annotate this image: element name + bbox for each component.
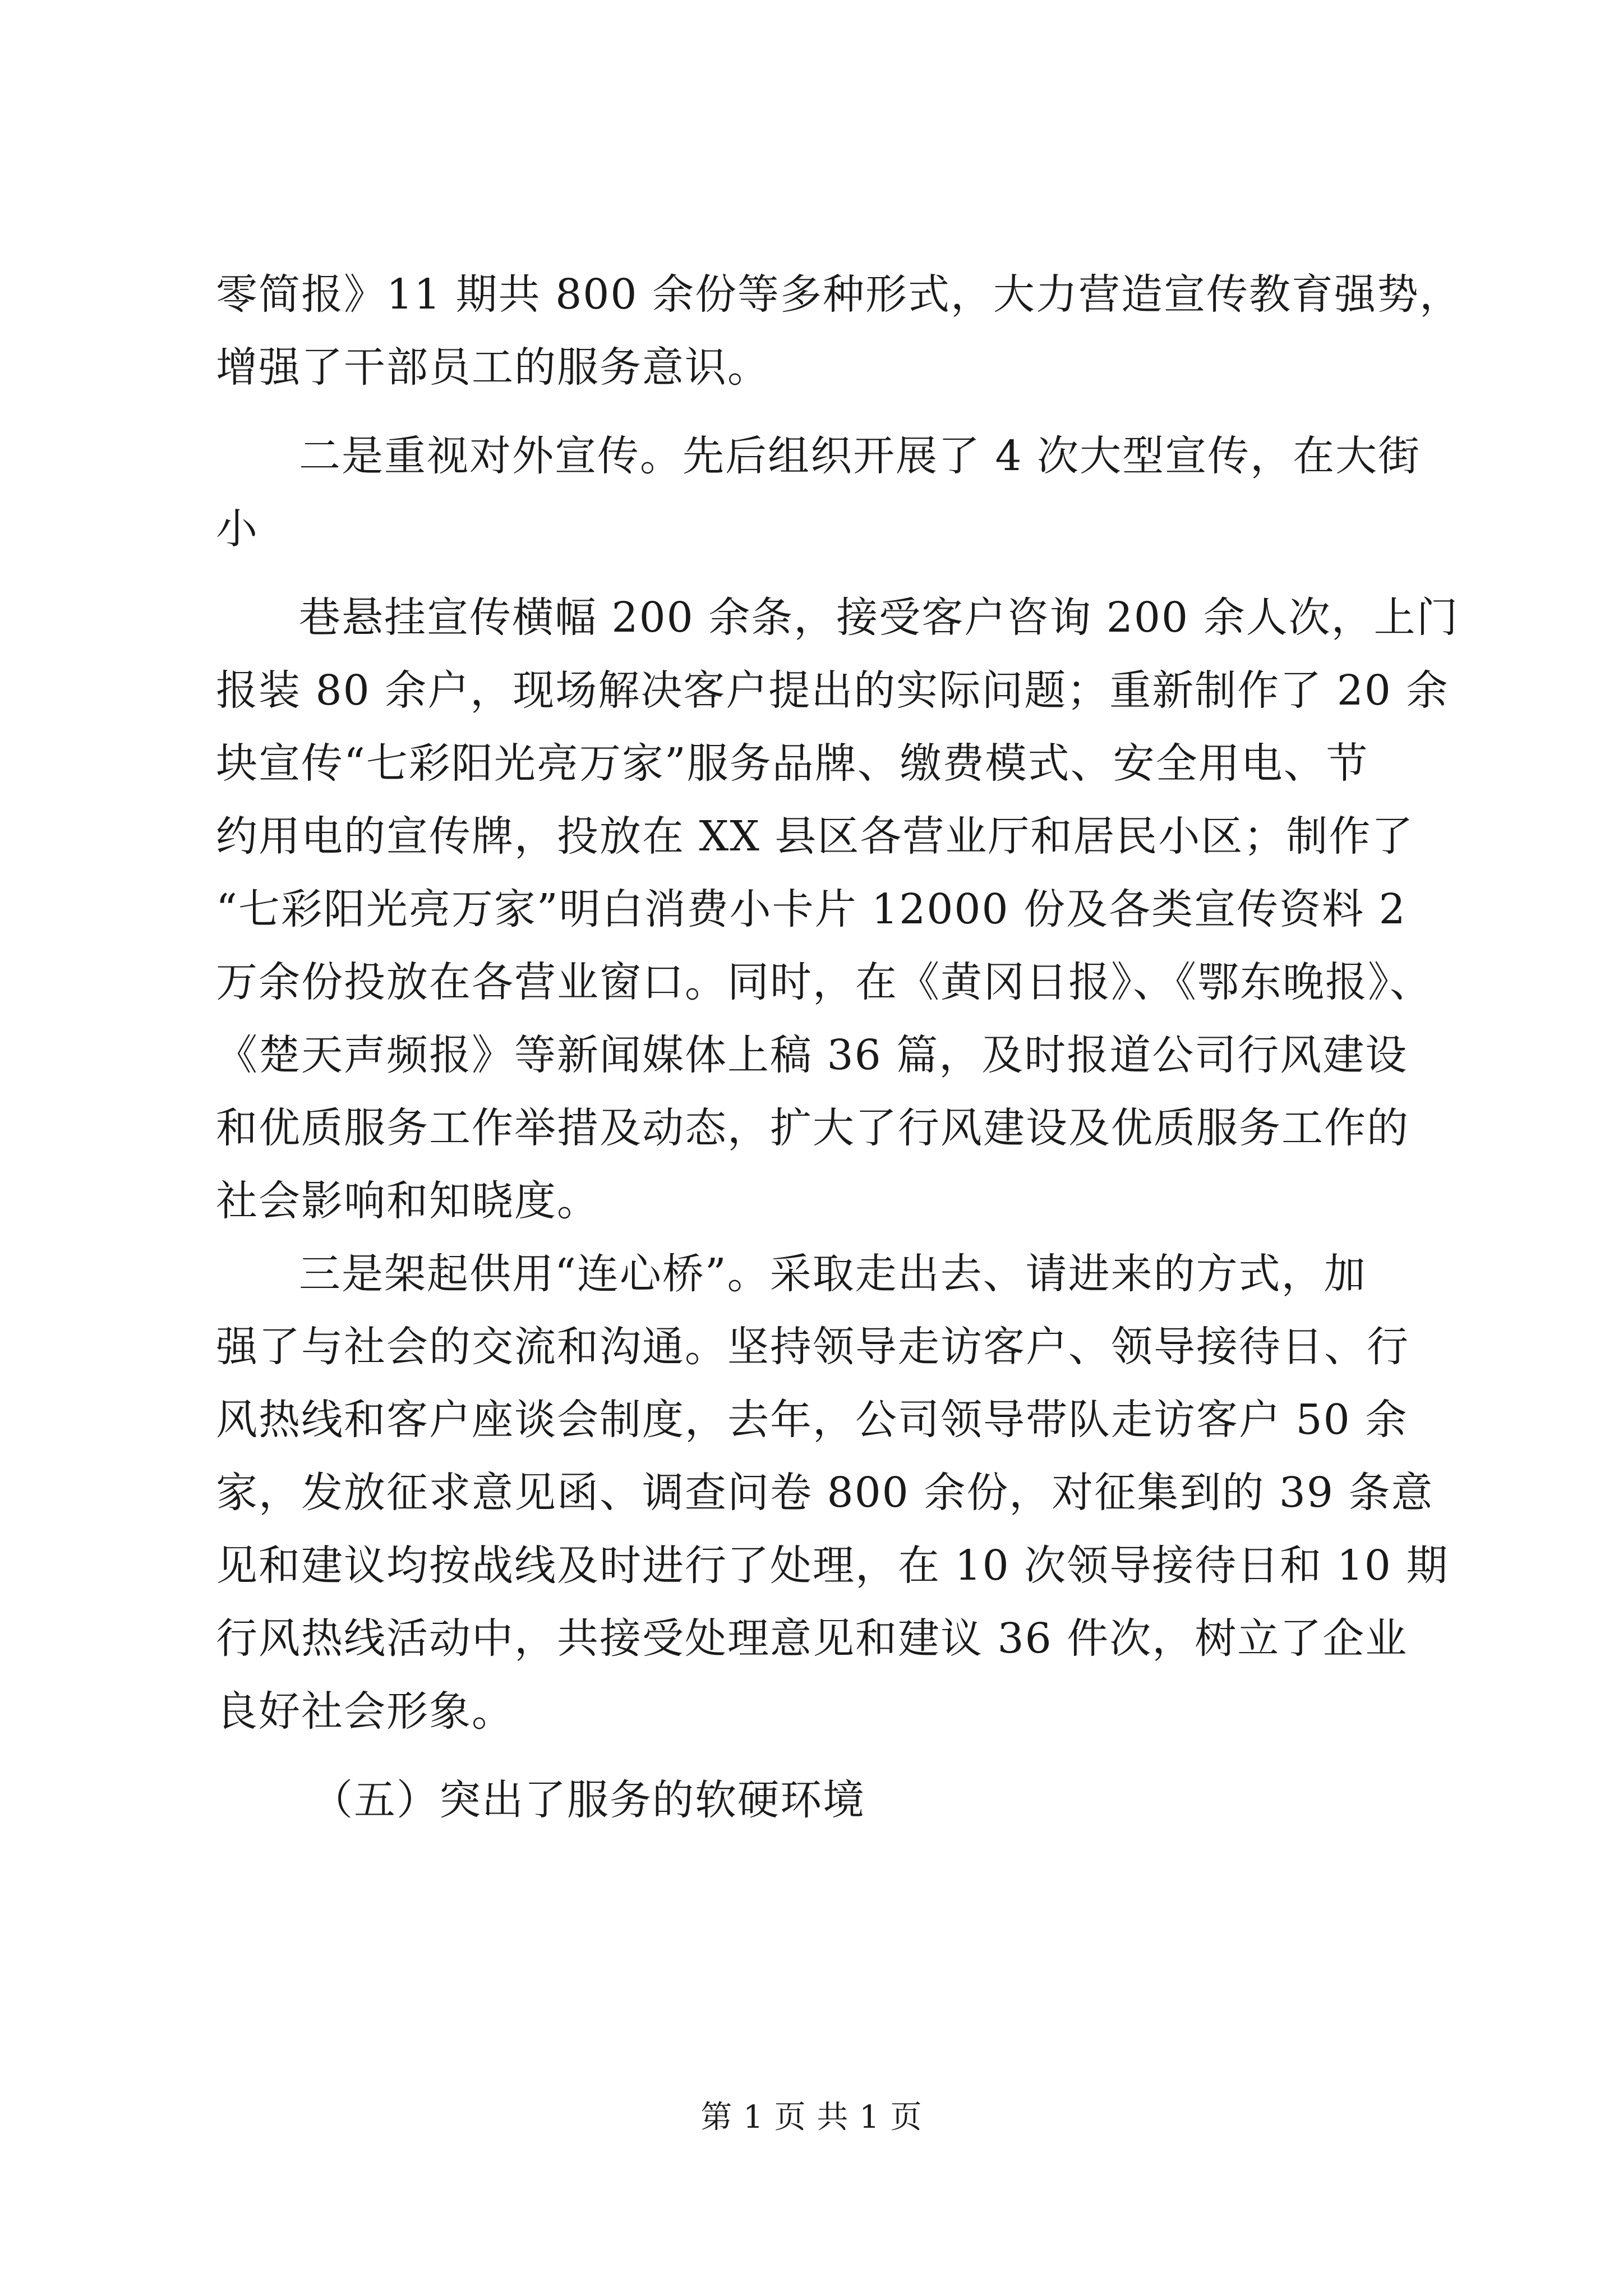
text-line: 零简报》11 期共 800 余份等多种形式，大力营造宣传教育强势， — [216, 270, 1462, 319]
text-line: 见和建议均按战线及时进行了处理，在 10 次领导接待日和 10 期 — [216, 1542, 1449, 1590]
text-line: 风热线和客户座谈会制度，去年，公司领导带队走访客户 50 余 — [216, 1396, 1408, 1444]
page-footer: 第 1 页 共 1 页 — [700, 2099, 923, 2136]
text-line: 家，发放征求意见函、调查问卷 800 余份，对征集到的 39 条意 — [216, 1469, 1434, 1517]
section-heading: （五）突出了服务的软硬环境 — [311, 1776, 865, 1824]
text-line: 约用电的宣传牌，投放在 XX 县区各营业厅和居民小区；制作了 — [216, 812, 1414, 861]
paragraph-start-line: 三是架起供用“连心桥”。采取走出去、请进来的方式，加 — [299, 1250, 1367, 1298]
paragraph-start-line: 巷悬挂宣传横幅 200 余条，接受客户咨询 200 余人次，上门 — [299, 593, 1459, 642]
text-line: 报装 80 余户，现场解决客户提出的实际问题；重新制作了 20 余 — [216, 666, 1449, 715]
text-line: 和优质服务工作举措及动态，扩大了行风建设及优质服务工作的 — [216, 1104, 1409, 1152]
text-line: 增强了干部员工的服务意识。 — [216, 343, 770, 392]
text-line: “七彩阳光亮万家”明白消费小卡片 12000 份及各类宣传资料 2 — [216, 885, 1407, 933]
text-line: 《楚天声频报》等新闻媒体上稿 36 篇，及时报道公司行风建设 — [216, 1031, 1408, 1079]
text-line: 强了与社会的交流和沟通。坚持领导走访客户、领导接待日、行 — [216, 1323, 1409, 1371]
text-line: 行风热线活动中，共接受处理意见和建议 36 件次，树立了企业 — [216, 1614, 1408, 1663]
text-line: 社会影响和知晓度。 — [216, 1177, 600, 1225]
text-line: 块宣传“七彩阳光亮万家”服务品牌、缴费模式、安全用电、节 — [216, 739, 1369, 788]
text-line: 小 — [216, 505, 259, 553]
paragraph-start-line: 二是重视对外宣传。先后组织开展了 4 次大型宣传，在大街 — [299, 432, 1421, 480]
text-line: 万余份投放在各营业窗口。同时，在《黄冈日报》、《鄂东晚报》、 — [216, 958, 1432, 1006]
document-body — [216, 258, 1462, 1837]
text-line: 良好社会形象。 — [216, 1687, 514, 1736]
